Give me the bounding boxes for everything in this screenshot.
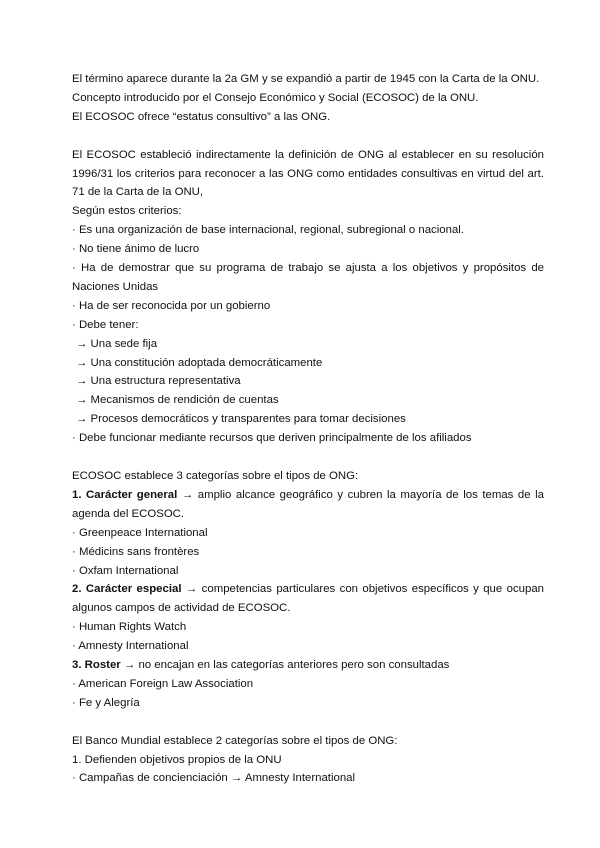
criterion-item: · Debe funcionar mediante recursos que deriven principalmente de los afiliados (72, 432, 472, 445)
example-item: · Amnesty International (72, 640, 189, 653)
criterion-item: · No tiene ánimo de lucro (72, 243, 200, 256)
ecosoc-categories-title: ECOSOC establece 3 categorías sobre el tipos de ONG: (72, 470, 359, 482)
criterion-item: · Debe tener: (72, 318, 139, 331)
example-item: · Greenpeace International (72, 526, 208, 539)
banco-mundial-title: El Banco Mundial establece 2 categorías sobre el tipos de ONG: (72, 734, 398, 747)
category-roster-label: 3. Roster (72, 659, 121, 672)
category-general-text: → amplio alcance geográfico y cubren la mayoría de los temas de la agenda del ECOSOC. (72, 488, 544, 520)
sub-criterion-item: → Una estructura representativa (76, 375, 241, 388)
example-item: · Human Rights Watch (72, 621, 187, 634)
example-item: · Oxfam International (72, 564, 179, 577)
criterion-item: · Ha de ser reconocida por un gobierno (72, 299, 271, 312)
spacer (72, 713, 544, 732)
spacer (72, 448, 544, 467)
sub-criterion-item: → Mecanismos de rendición de cuentas (76, 394, 279, 407)
resolution-paragraph: El ECOSOC estableció indirectamente la definición de ONG al establecer en su resolución 1996/31 los criterios para reconocer a las ONG como entidades consultivas en virtud del art. 71 de la Carta de la ONU, (72, 148, 544, 199)
criteria-lead: Según estos criterios: (72, 205, 182, 218)
document-page (72, 70, 544, 788)
category-especial-text: → competencias particulares con objetivos específicos y que ocupan algunos campos de actividad de ECOSOC. (72, 583, 544, 615)
example-item: · American Foreign Law Association (72, 677, 254, 690)
category-general-label: 1. Carácter general (72, 488, 178, 501)
example-item: · Campañas de concienciación → Amnesty International (72, 772, 356, 785)
category-especial-label: 2. Carácter especial (72, 583, 182, 596)
intro-line-3: El ECOSOC ofrece “estatus consultivo” a las ONG. (72, 110, 331, 123)
sub-criterion-item: → Una sede fija (76, 337, 158, 350)
category-roster (72, 656, 544, 675)
example-item: · Fe y Alegría (72, 696, 140, 709)
spacer (72, 127, 544, 146)
sub-criterion-item: → Procesos democráticos y transparentes para tomar decisiones (76, 413, 406, 426)
sub-criterion-item: → Una constitución adoptada democráticamente (76, 356, 323, 369)
criterion-item: · Ha de demostrar que su programa de trabajo se ajusta a los objetivos y propósitos de Naciones Unidas (72, 262, 544, 293)
category-especial (72, 580, 544, 618)
example-item: · Médicins sans frontères (72, 545, 200, 558)
category-roster-text: → no encajan en las categorías anteriores pero son consultadas (120, 659, 450, 672)
banco-item: 1. Defienden objetivos propios de la ONU (72, 753, 282, 766)
intro-line-2: Concepto introducido por el Consejo Económico y Social (ECOSOC) de la ONU. (72, 91, 479, 104)
criterion-item: · Es una organización de base internacional, regional, subregional o nacional. (72, 224, 464, 237)
category-general (72, 486, 544, 524)
intro-line-1: El término aparece durante la 2a GM y se expandió a partir de 1945 con la Carta de la ONU. (72, 73, 540, 85)
